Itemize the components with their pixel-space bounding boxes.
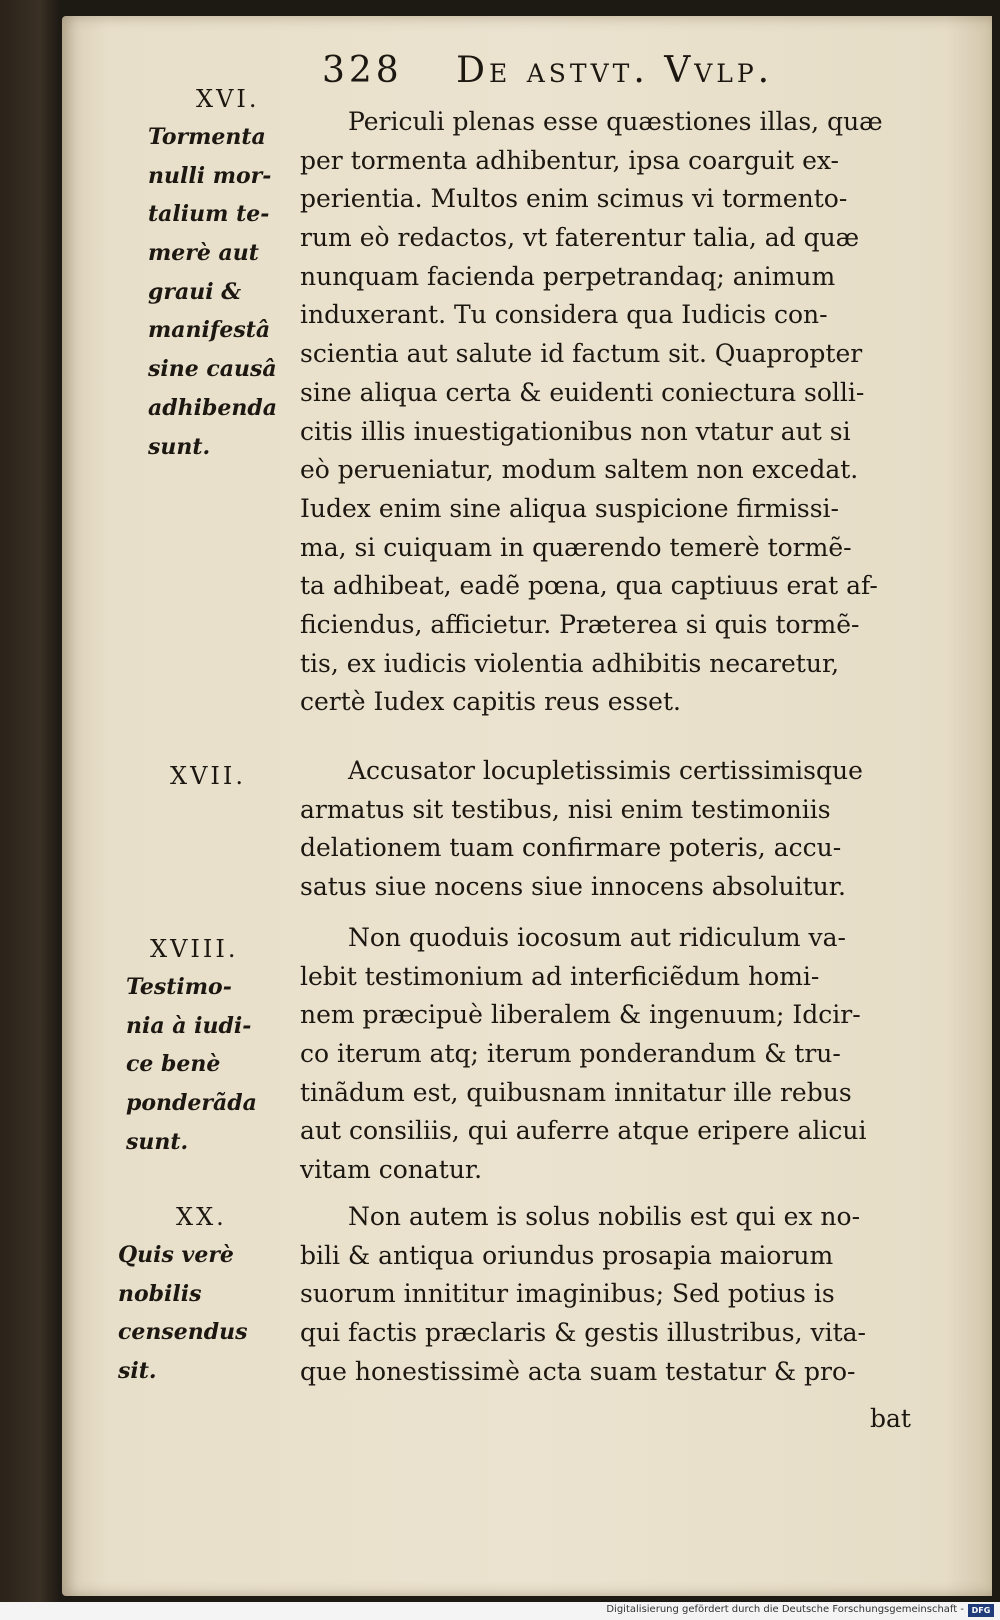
marginal-note-xvi <box>196 80 260 119</box>
running-title: De astvt. Vvlp. <box>456 50 774 91</box>
paragraph-xvi <box>300 103 960 722</box>
catchword: bat <box>870 1404 911 1433</box>
marginal-line: graui & <box>148 278 242 305</box>
marginal-line: adhibenda <box>148 394 278 421</box>
text-line: que honestissimè acta suam testatur & pro- <box>300 1356 856 1386</box>
marginal-note-xx <box>176 1198 227 1237</box>
text-line: Accusator locupletissimis certissimisque <box>348 756 863 785</box>
text-line: vitam conatur. <box>300 1155 483 1185</box>
text-line: aut consiliis, qui auferre atque eripere alicui <box>300 1116 867 1146</box>
marginal-line: sine causâ <box>148 356 277 383</box>
text-line: induxerant. Tu considera qua Iudicis con- <box>300 300 828 330</box>
marginal-line: merè aut <box>148 240 259 267</box>
marginal-line: Quis verè <box>118 1242 234 1268</box>
marginal-numeral: XVI. <box>196 85 260 113</box>
marginal-line: manifestâ <box>148 317 271 344</box>
paragraph-xviii <box>300 919 960 1190</box>
text-line: tinãdum est, quibusnam innitatur ille rebus <box>300 1077 852 1107</box>
marginal-line: sunt. <box>126 1128 189 1155</box>
marginal-line: ce benè <box>126 1051 221 1078</box>
marginal-line: Testimo- <box>126 974 232 1000</box>
text-line: sine aliqua certa & euidenti coniectura solli- <box>300 377 865 407</box>
running-header <box>322 50 882 100</box>
paragraph-xvii <box>300 752 960 907</box>
marginal-note-xvii <box>170 757 246 796</box>
text-line: eò perueniatur, modum saltem non excedat. <box>300 455 859 485</box>
text-line: scientia aut salute id factum sit. Quapropter <box>300 339 863 369</box>
paragraph-xx <box>300 1198 960 1391</box>
marginal-line: nulli mor- <box>148 162 272 189</box>
text-line: satus siue nocens siue innocens absoluitur. <box>300 872 846 902</box>
text-line: Non autem is solus nobilis est qui ex no- <box>348 1202 861 1231</box>
marginal-line: Tormenta <box>148 124 266 150</box>
footer-credit: Digitalisierung gefördert durch die Deutsche Forschungsgemeinschaft - <box>606 1604 964 1615</box>
text-line: suorum innititur imaginibus; Sed potius is <box>300 1279 835 1309</box>
text-line: nunquam facienda perpetrandaq; animum <box>300 261 836 291</box>
marginal-line: sit. <box>118 1358 157 1385</box>
marginal-line: sunt. <box>148 433 211 460</box>
text-line: tis, ex iudicis violentia adhibitis necaretur, <box>300 648 840 678</box>
marginal-note-xvi-text <box>148 118 277 466</box>
text-line: co iterum atq; iterum ponderandum & tru- <box>300 1039 841 1069</box>
text-line: ma, si cuiquam in quærendo temerè tormẽ- <box>300 532 852 562</box>
text-line: rum eò redactos, vt faterentur talia, ad quæ <box>300 223 860 253</box>
page-number: 328 <box>322 50 403 91</box>
marginal-line: nia à iudi- <box>126 1012 252 1039</box>
text-line: Non quoduis iocosum aut ridiculum va- <box>348 923 846 952</box>
text-line: ta adhibeat, eadẽ pœna, qua captiuus erat af- <box>300 571 878 601</box>
marginal-line: nobilis <box>118 1280 202 1307</box>
marginal-note-xviii <box>150 930 239 969</box>
dfg-logo: DFG <box>968 1604 994 1617</box>
marginal-numeral: XVII. <box>170 762 247 790</box>
text-line: lebit testimonium ad interficiẽdum homi- <box>300 961 820 991</box>
marginal-note-xviii-text <box>126 968 257 1161</box>
text-line: armatus sit testibus, nisi enim testimoniis <box>300 794 831 824</box>
text-line: certè Iudex capitis reus esset. <box>300 687 681 717</box>
text-line: per tormenta adhibentur, ipsa coarguit ex- <box>300 145 839 175</box>
text-line: Iudex enim sine aliqua suspicione firmissi- <box>300 493 839 523</box>
footer-bar <box>0 1602 1000 1620</box>
marginal-numeral: XX. <box>176 1203 227 1231</box>
text-line: delationem tuam confirmare poteris, accu- <box>300 833 842 863</box>
marginal-note-xx-text <box>118 1236 248 1391</box>
marginal-line: ponderãda <box>126 1090 257 1117</box>
text-line: qui factis præclaris & gestis illustribus, vita- <box>300 1318 867 1348</box>
text-line: Periculi plenas esse quæstiones illas, quæ <box>348 107 883 136</box>
text-line: nem præcipuè liberalem & ingenuum; Idcir- <box>300 1000 861 1030</box>
text-line: perientia. Multos enim scimus vi tormento- <box>300 184 848 214</box>
text-line: citis illis inuestigationibus non vtatur aut si <box>300 416 851 446</box>
marginal-numeral: XVIII. <box>150 935 239 963</box>
text-line: bili & antiqua oriundus prosapia maiorum <box>300 1240 834 1270</box>
marginal-line: censendus <box>118 1319 248 1346</box>
marginal-line: talium te- <box>148 201 270 228</box>
text-line: ficiendus, afficietur. Præterea si quis tormẽ- <box>300 609 860 639</box>
